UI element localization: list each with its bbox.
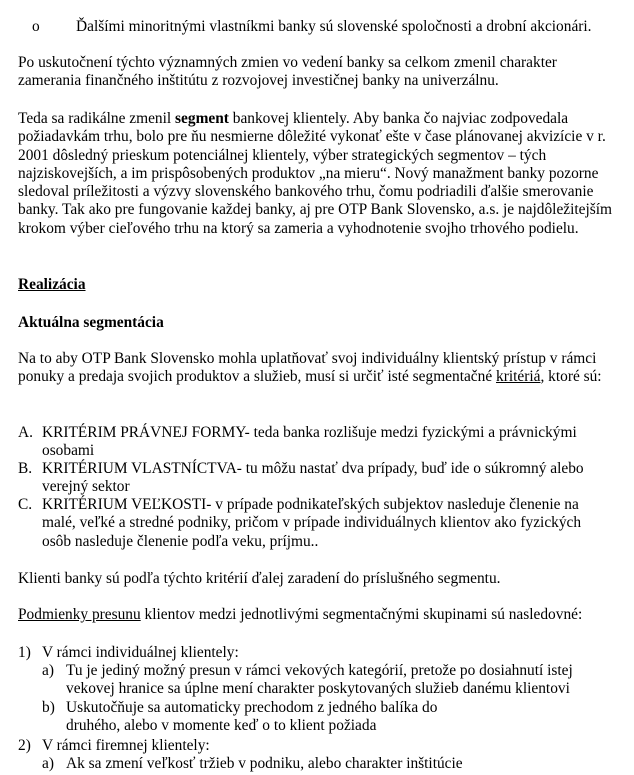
paragraph-segment-pre: Teda sa radikálne zmenil xyxy=(18,110,176,127)
criteria-marker-a: A. xyxy=(18,424,33,441)
criteria-item-a xyxy=(18,424,622,464)
criteria-marker-c: C. xyxy=(18,496,33,513)
condition-submarker-2a: a) xyxy=(42,755,54,772)
paragraph-segment-assignment: Klienti banky sú podľa týchto kritérií ďalej zaradení do príslušného segmentu. xyxy=(18,570,501,587)
criteria-text-c: KRITÉRIUM VEĽKOSTI- v prípade podnikateľských subjektov nasleduje členenie na malé, veľké a stredné podniky, pričom v prípade individuálnych klientov ako fyzických osôb nasleduje členenie podľa veku, príjmu.. xyxy=(42,496,582,550)
heading-realizacia: Realizácia xyxy=(18,276,86,293)
criteria-text-b: KRITÉRIUM VLASTNÍCTVA- tu môžu nastať dva prípady, buď ide o súkromný alebo verejný sektor xyxy=(42,460,584,496)
paragraph-change-focus: Po uskutočnení týchto významných zmien vo vedení banky sa celkom zmenil charakter zamerania finančného inštitútu z rozvojovej investičnej banky na univerzálnu. xyxy=(18,54,557,90)
paragraph-transfer-conditions xyxy=(18,606,622,624)
bullet-text: Ďalšími minoritnými vlastníkmi banky sú slovenské spoločnosti a drobní akcionári. xyxy=(76,18,592,35)
paragraph-segment-post: bankovej klientely. Aby banka čo najviac zodpovedala požiadavkám trhu, bolo pre ňu nesmierne dôležité vykonať ešte v čase plánovanej akvizície v r. 2001 dôsledný prieskum potenciálnej klientely, výber strategických segmentov – tých najziskovejších, a im prispôsobených produktov „na mieru“. Nový manažment banky pozorne sledoval príležitosti a výzvy slovenského bankového trhu, čomu podriadili ďalšie smerovanie banky. Tak ako pre fungovanie každej banky, aj pre OTP Bank Slovensko, a.s. je najdôležitejším krokom výber cieľového trhu na ktorý sa zameria a vyhodnotenie svojho trhového podielu. xyxy=(18,110,613,237)
criteria-text-a: KRITÉRIM PRÁVNEJ FORMY- teda banka rozlišuje medzi fyzickými a právnickými osobami xyxy=(42,424,577,460)
bullet-marker: o xyxy=(32,18,40,35)
transfer-conditions-post: klientov medzi jednotlivými segmentačnými skupinami sú nasledovné: xyxy=(140,606,583,623)
condition-marker-1: 1) xyxy=(18,644,31,661)
paragraph-criteria-pre: Na to aby OTP Bank Slovensko mohla uplatňovať svoj individuálny klientský prístup v rámci ponuky a predaja svojich produktov a služieb, musí si určiť isté segmentačné xyxy=(18,350,597,386)
paragraph-criteria-intro xyxy=(18,350,622,387)
condition-submarker-1b: b) xyxy=(42,699,55,716)
criteria-item-b xyxy=(18,460,622,500)
condition-submarker-1a: a) xyxy=(42,662,54,679)
condition-subtext-1a: Tu je jediný možný presun v rámci vekových kategórií, pretože po dosiahnutí istej vekovej hranice sa úplne mení charakter poskytovaných služieb danému klientovi xyxy=(66,662,573,698)
criteria-marker-b: B. xyxy=(18,460,33,477)
condition-text-1: V rámci individuálnej klientely: xyxy=(42,644,239,661)
segment-bold-term: segment xyxy=(175,110,229,127)
bullet-item-minority-owners xyxy=(32,18,622,36)
criteria-underlined-term: kritériá xyxy=(496,368,541,386)
condition-subitem-2a xyxy=(42,755,622,775)
condition-item-1 xyxy=(18,644,622,664)
paragraph-criteria-post: , ktoré sú: xyxy=(540,368,602,386)
condition-subtext-2a: Ak sa zmení veľkosť tržieb v podniku, alebo charakter inštitúcie xyxy=(66,755,463,772)
condition-subitem-1a xyxy=(42,662,622,702)
transfer-conditions-underlined: Podmienky presunu xyxy=(18,606,141,623)
condition-text-2: V rámci firemnej klientely: xyxy=(42,737,210,754)
condition-marker-2: 2) xyxy=(18,737,31,754)
condition-subitem-1b xyxy=(42,699,622,739)
condition-subtext-1b: Uskutočňuje sa automaticky prechodom z jedného balíka do druhého, alebo v momente keď o to klient požiada xyxy=(66,699,438,735)
condition-item-2 xyxy=(18,737,622,757)
criteria-item-c xyxy=(18,496,622,554)
heading-aktualna-segmentacia: Aktuálna segmentácia xyxy=(18,314,164,331)
paragraph-segment xyxy=(18,110,622,238)
